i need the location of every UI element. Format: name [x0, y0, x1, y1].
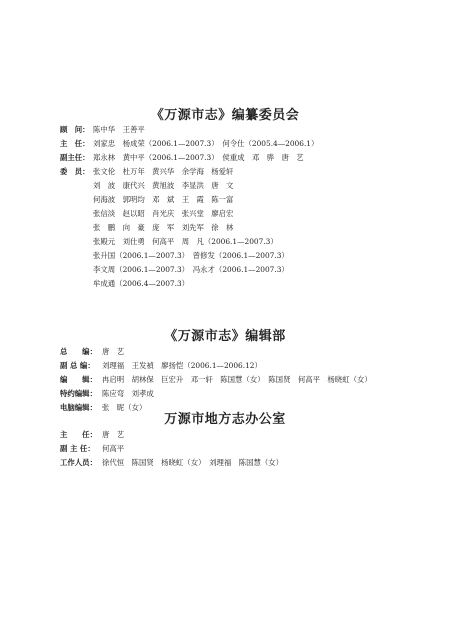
committee-row [60, 151, 304, 165]
committee-row [60, 221, 233, 235]
row-label: 副 主 任： [60, 444, 95, 453]
editorial-row [60, 387, 154, 401]
row-label: 顾 问： [60, 125, 90, 134]
row-names: 张信淡 赵以昭 肖光庆 张兴堂 廖启宏 [93, 209, 234, 218]
row-names: 张升国（2006.1—2007.3） 曾修发（2006.1—2007.3） [93, 251, 289, 260]
row-label: 特约编辑： [60, 389, 97, 398]
row-names: 刘家忠 杨成荣（2006.1—2007.3） 何令仕（2005.4—2006.1） [93, 139, 319, 148]
row-names: 刘理福 王发禎 廖扬恺（2006.1—2006.12） [102, 361, 262, 370]
row-label: 总 编： [60, 347, 97, 356]
row-names: 唐 艺 [102, 347, 125, 356]
editorial-title: 《万源市志》编辑部 [164, 329, 286, 344]
row-names: 张殿元 刘仕勇 何高平 周 凡（2006.1—2007.3） [93, 237, 278, 246]
row-names: 何高平 [102, 444, 125, 453]
committee-row [60, 263, 289, 277]
committee-title: 《万源市志》编纂委员会 [150, 108, 300, 123]
committee-row [60, 277, 189, 291]
row-names: 张 鹏 向 豪 庞 军 刘先军 徐 林 [93, 223, 234, 232]
office-row [60, 456, 283, 470]
row-names: 郑永林 黄中平（2006.1—2007.3） 侯重成 邓 骅 唐 艺 [93, 153, 304, 162]
row-names: 冉启明 胡林保 巨宏升 邓一轩 陈国慧（女） 陈国贤 何高平 杨晓虹（女） [102, 375, 372, 384]
office-row [60, 442, 124, 456]
committee-row [60, 207, 233, 221]
row-names: 李文周（2006.1—2007.3） 冯永才（2006.1—2007.3） [93, 265, 289, 274]
committee-row [60, 235, 278, 249]
row-label: 副 总 编： [60, 361, 95, 370]
row-label: 委 员： [60, 167, 90, 176]
committee-row [60, 123, 145, 137]
row-names: 张 昵（女） [102, 403, 147, 412]
editorial-row [60, 359, 262, 373]
row-label: 电脑编辑： [60, 403, 97, 412]
row-names: 牟成通（2006.4—2007.3） [93, 279, 190, 288]
row-label: 主 任： [60, 139, 90, 148]
row-label: 编 辑： [60, 375, 97, 384]
committee-row [60, 179, 233, 193]
row-names: 陈应弯 刘孝成 [102, 389, 154, 398]
editorial-row [60, 373, 372, 387]
row-names: 张文伦 杜万年 黄兴华 余学海 杨爱轩 [93, 167, 234, 176]
row-label: 工作人员： [60, 458, 97, 467]
row-names: 陈中华 王善平 [93, 125, 145, 134]
row-label: 副主任： [60, 153, 90, 162]
committee-row [60, 249, 289, 263]
committee-row [60, 193, 233, 207]
row-label: 主 任： [60, 430, 97, 439]
office-row [60, 428, 124, 442]
row-names: 何海波 郭明均 邓 斌 王 霞 陈一富 [93, 195, 234, 204]
editorial-row [60, 345, 124, 359]
row-names: 徐代恒 陈国贤 杨晓虹（女） 刘理福 陈国慧（女） [102, 458, 284, 467]
row-names: 刘 波 康代兴 黄旭波 李显洪 唐 文 [93, 181, 234, 190]
committee-row [60, 165, 233, 179]
office-title: 万源市地方志办公室 [164, 412, 286, 427]
committee-row [60, 137, 318, 151]
row-names: 唐 艺 [102, 430, 125, 439]
